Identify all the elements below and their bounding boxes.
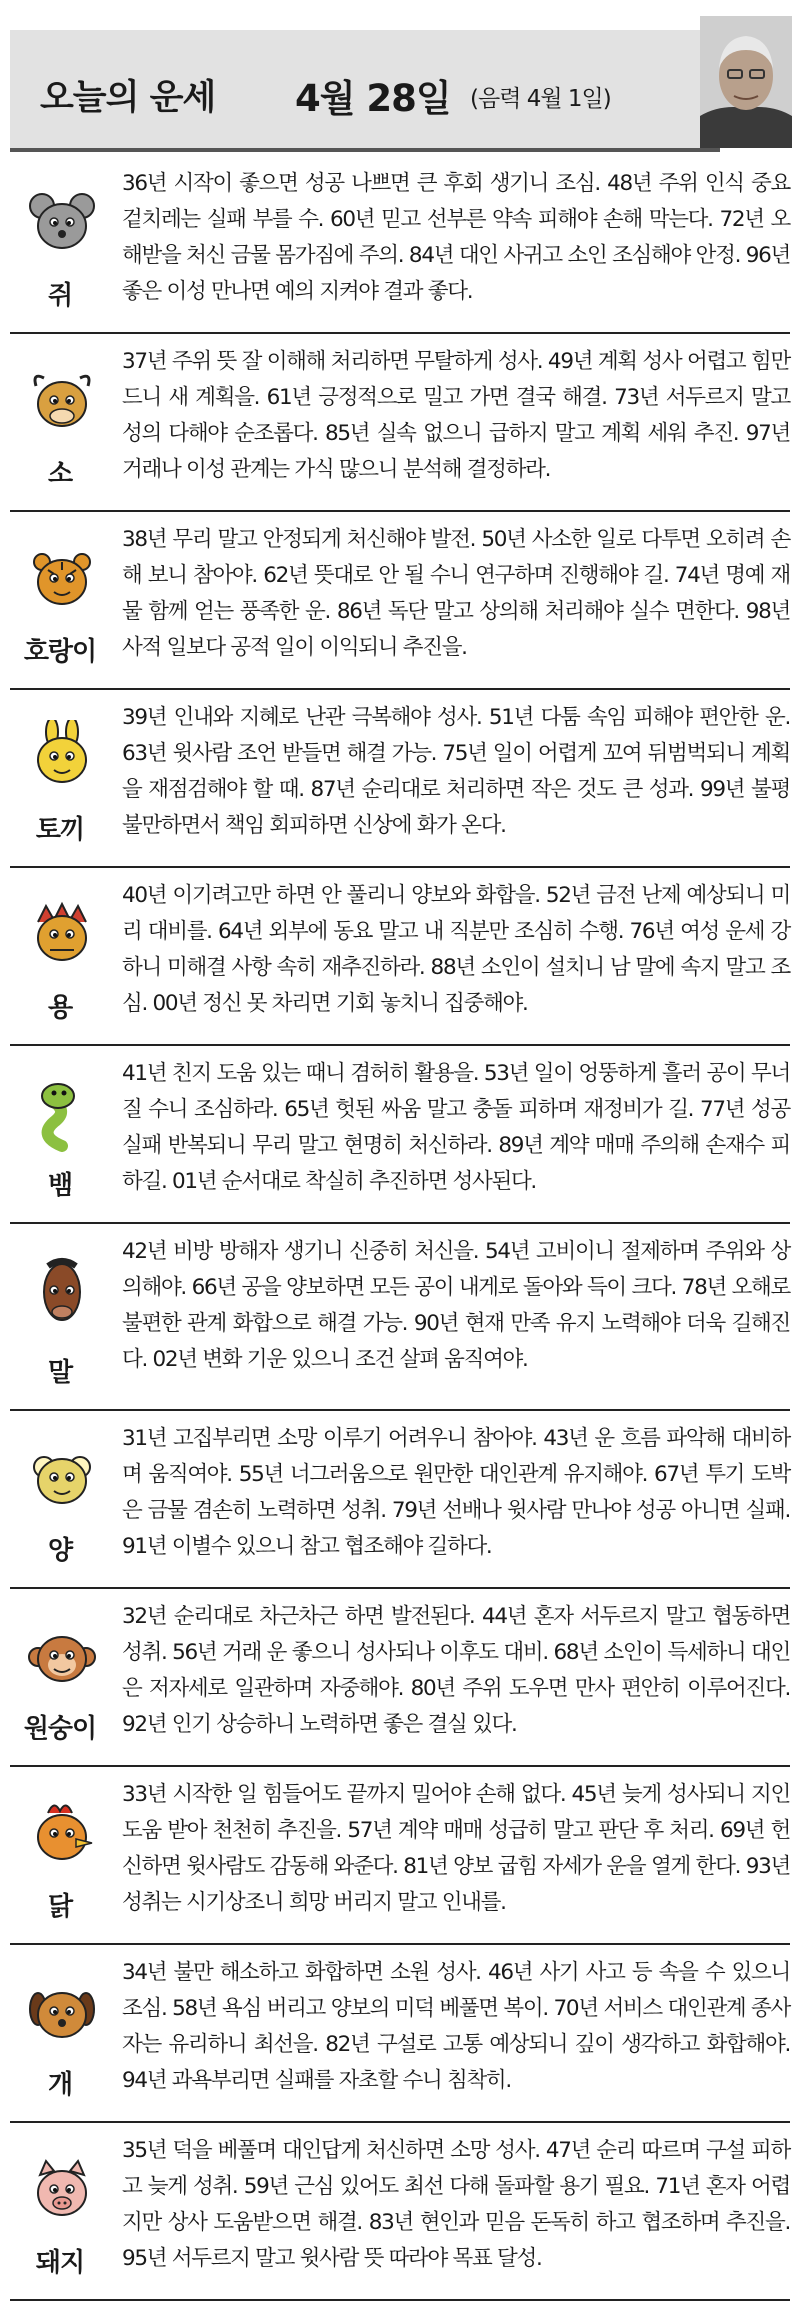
zodiac-row	[10, 1224, 790, 1411]
zodiac-name: 개	[47, 2070, 73, 2100]
zodiac-row	[10, 690, 790, 868]
zodiac-name: 용	[47, 993, 73, 1023]
zodiac-animal	[10, 1767, 115, 1943]
zodiac-row	[10, 1411, 790, 1589]
zodiac-animal	[10, 1411, 115, 1587]
zodiac-animal	[10, 690, 115, 866]
rabbit-icon	[24, 720, 100, 796]
rat-icon	[24, 186, 100, 262]
zodiac-animal	[10, 334, 115, 510]
zodiac-animal	[10, 1046, 115, 1222]
fortune-text: 36년 시작이 좋으면 성공 나쁘면 큰 후회 생기니 조심. 48년 주위 인식 중요 겉치레는 실패 부를 수. 60년 믿고 선부른 약속 피해야 손해 막는다. 72년 오해받을 처신 금물 몸가짐에 주의. 84년 대인 사귀고 소인 조심해야 안정. 96년 좋은 이성 만나면 예의 지켜야 결과 좋다.	[122, 171, 790, 304]
lunar-date: (음력 4월 1일)	[470, 86, 611, 112]
zodiac-animal	[10, 2123, 115, 2299]
fortune-text: 32년 순리대로 차근차근 하면 발전된다. 44년 혼자 서두르지 말고 협동하면 성취. 56년 거래 운 좋으니 성사되나 이후도 대비. 68년 소인이 득세하니 대인은 저자세로 일관하며 자중해야. 80년 주위 도우면 만사 편안히 이루어진다. 92년 인기 상승하니 노력하면 좋은 결실 있다.	[122, 1604, 790, 1737]
fortune-text: 33년 시작한 일 힘들어도 끝까지 밀어야 손해 없다. 45년 늦게 성사되니 지인 도움 받아 천천히 추진을. 57년 계약 매매 성급히 말고 판단 후 처리. 69년 헌신하면 윗사람도 감동해 와준다. 81년 양보 굽힘 자세가 운을 열게 한다. 93년 성취는 시기상조니 희망 버리지 말고 인내를.	[122, 1782, 790, 1915]
dog-icon	[24, 1975, 100, 2051]
fortune-text: 41년 친지 도움 있는 때니 겸허히 활용을. 53년 일이 엉뚱하게 흘러 공이 무너질 수니 조심하라. 65년 헛된 싸움 말고 충돌 피하며 재정비가 길. 77년 성공 실패 반복되니 무리 말고 현명히 처신하라. 89년 계약 매매 주의해 손재수 피하길. 01년 순서대로 착실히 추진하면 성사된다.	[122, 1061, 790, 1194]
page-title: 오늘의 운세	[40, 78, 216, 118]
zodiac-row	[10, 512, 790, 690]
zodiac-name: 양	[47, 1536, 73, 1566]
header-date: 4월 28일	[295, 77, 451, 120]
monkey-icon	[24, 1619, 100, 1695]
zodiac-name: 쥐	[47, 281, 73, 311]
zodiac-animal	[10, 1945, 115, 2121]
fortune-text: 38년 무리 말고 안정되게 처신해야 발전. 50년 사소한 일로 다투면 오히려 손해 보니 참아야. 62년 뜻대로 안 될 수니 연구하며 진행해야 길. 74년 명예 재물 함께 얻는 풍족한 운. 86년 독단 말고 상의해 처리해야 실수 면한다. 98년 사적 일보다 공적 일이 이익되니 추진을.	[122, 527, 790, 660]
zodiac-row	[10, 1046, 790, 1224]
zodiac-row	[10, 1767, 790, 1945]
zodiac-row	[10, 2123, 790, 2301]
ox-icon	[24, 364, 100, 440]
sheep-icon	[24, 1441, 100, 1517]
zodiac-animal	[10, 1589, 115, 1765]
snake-icon	[24, 1076, 100, 1152]
zodiac-name: 소	[47, 459, 73, 489]
fortune-text: 40년 이기려고만 하면 안 풀리니 양보와 화합을. 52년 금전 난제 예상되니 미리 대비를. 64년 외부에 동요 말고 내 직분만 조심히 수행. 76년 여성 운세 강하니 미해결 사항 속히 재추진하라. 88년 소인이 설치니 남 말에 속지 말고 조심. 00년 정신 못 차리면 기회 놓치니 집중해야.	[122, 883, 790, 1016]
zodiac-animal	[10, 156, 115, 332]
horse-icon	[24, 1254, 100, 1330]
pig-icon	[24, 2153, 100, 2229]
fortune-text: 37년 주위 뜻 잘 이해해 처리하면 무탈하게 성사. 49년 계획 성사 어렵고 힘만 드니 새 계획을. 61년 긍정적으로 밀고 가면 결국 해결. 73년 서두르지 말고 성의 다해야 순조롭다. 85년 실속 없으니 급하지 말고 계획 세워 추진. 97년 거래나 이성 관계는 가식 많으니 분석해 결정하라.	[122, 349, 790, 482]
fortune-text: 31년 고집부리면 소망 이루기 어려우니 참아야. 43년 운 흐름 파악해 대비하며 움직여야. 55년 너그러움으로 원만한 대인관계 유지해야. 67년 투기 도박은 금물 겸손히 노력하면 성취. 79년 선배나 윗사람 만나야 성공 아니면 실패. 91년 이별수 있으니 참고 협조해야 길하다.	[122, 1426, 790, 1559]
rooster-icon	[24, 1797, 100, 1873]
author-portrait	[700, 16, 792, 148]
zodiac-row	[10, 156, 790, 334]
zodiac-row	[10, 868, 790, 1046]
zodiac-row	[10, 1945, 790, 2123]
zodiac-animal	[10, 512, 115, 688]
page-header	[10, 30, 720, 152]
zodiac-animal	[10, 1224, 115, 1409]
zodiac-name: 호랑이	[23, 637, 97, 667]
zodiac-animal	[10, 868, 115, 1044]
zodiac-row	[10, 334, 790, 512]
fortune-text: 34년 불만 해소하고 화합하면 소원 성사. 46년 사기 사고 등 속을 수 있으니 조심. 58년 욕심 버리고 양보의 미덕 베풀면 복이. 70년 서비스 대인관계 종사자는 유리하니 최선을. 82년 구설로 고통 예상되니 깊이 생각하고 화합해야. 94년 과욕부리면 실패를 자초할 수니 침착히.	[122, 1960, 790, 2093]
zodiac-name: 토끼	[35, 815, 85, 845]
fortune-text: 42년 비방 방해자 생기니 신중히 처신을. 54년 고비이니 절제하며 주위와 상의해야. 66년 공을 양보하면 모든 공이 내게로 돌아와 득이 크다. 78년 오해로 불편한 관계 화합으로 해결 가능. 90년 현재 만족 유지 노력해야 더욱 길해진다. 02년 변화 기운 있으니 조건 살펴 움직여야.	[122, 1239, 790, 1372]
zodiac-name: 말	[47, 1358, 73, 1388]
zodiac-name: 돼지	[35, 2248, 85, 2278]
dragon-icon	[24, 898, 100, 974]
tiger-icon	[24, 542, 100, 618]
zodiac-row	[10, 1589, 790, 1767]
fortune-text: 39년 인내와 지혜로 난관 극복해야 성사. 51년 다툼 속임 피해야 편안한 운. 63년 윗사람 조언 받들면 해결 가능. 75년 일이 어렵게 꼬여 뒤범벅되니 계획을 재점검해야 할 때. 87년 순리대로 처리하면 작은 것도 큰 성과. 99년 불평 불만하면서 책임 회피하면 신상에 화가 온다.	[122, 705, 790, 838]
zodiac-name: 원숭이	[23, 1714, 97, 1744]
zodiac-name: 뱀	[47, 1171, 73, 1201]
zodiac-list	[10, 156, 790, 2301]
zodiac-name: 닭	[47, 1892, 73, 1922]
fortune-text: 35년 덕을 베풀며 대인답게 처신하면 소망 성사. 47년 순리 따르며 구설 피하고 늦게 성취. 59년 근심 있어도 최선 다해 돌파할 용기 필요. 71년 혼자 어렵지만 상사 도움받으면 해결. 83년 현인과 믿음 돈독히 하고 협조하며 추진을. 95년 서두르지 말고 윗사람 뜻 따라야 목표 달성.	[122, 2138, 790, 2271]
